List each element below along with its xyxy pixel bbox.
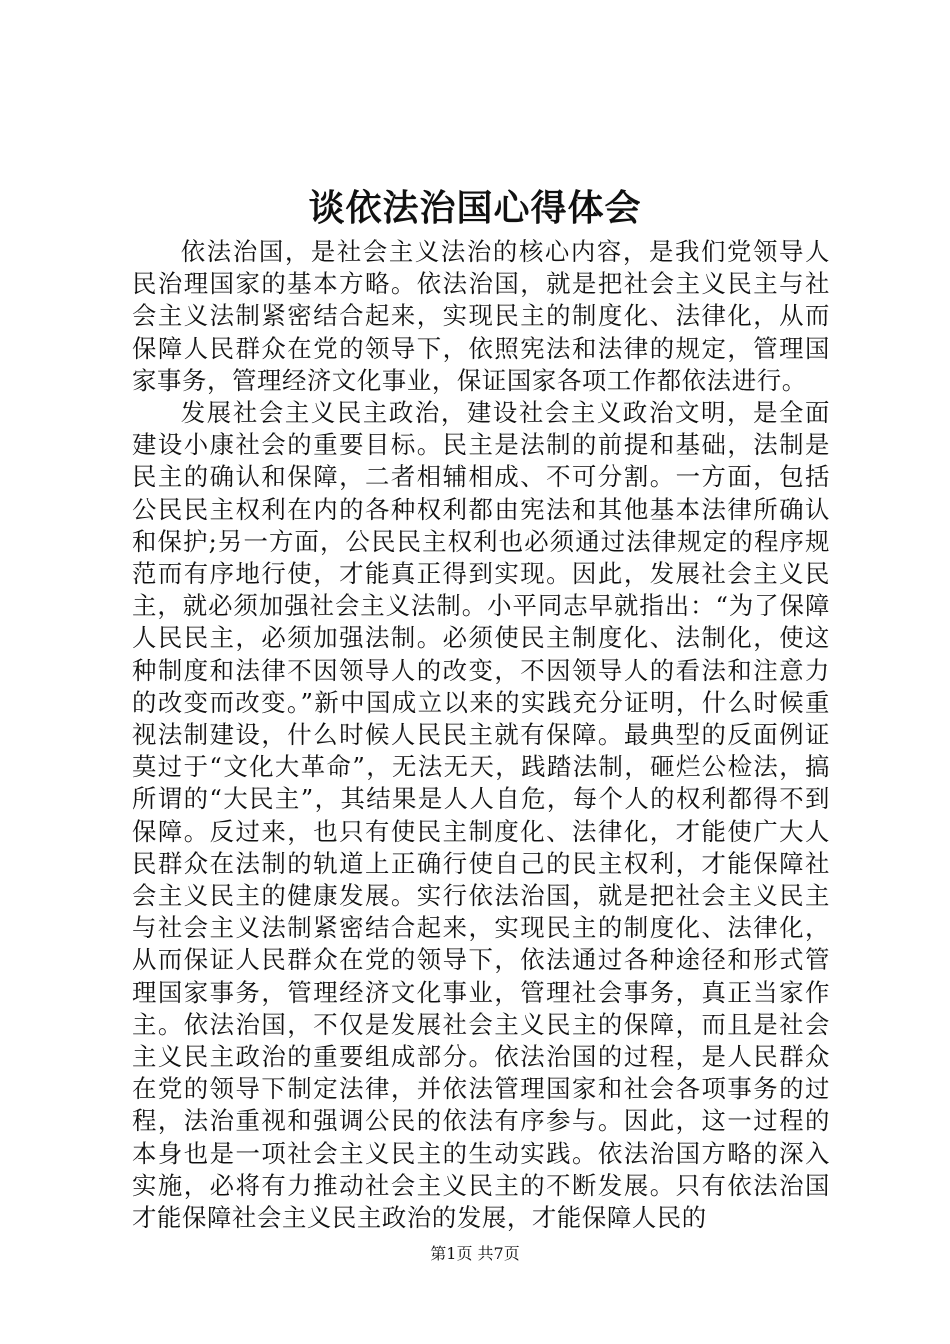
document-title: 谈依法治国心得体会 [308,187,642,229]
document-body [132,236,830,1234]
paragraph-2: 发展社会主义民主政治，建设社会主义政治文明，是全面建设小康社会的重要目标。民主是法制的前提和基础，法制是民主的确认和保障，二者相辅相成、不可分割。一方面，包括公民民主权利在内的各种权利都由宪法和其他基本法律所确认和保护;另一方面，公民民主权利也必须通过法律规定的程序规范而有序地行使，才能真正得到实现。因此，发展社会主义民主，就必须加强社会主义法制。小平同志早就指出：“为了保障人民民主，必须加强法制。必须使民主制度化、法制化，使这种制度和法律不因领导人的改变，不因领导人的看法和注意力的改变而改变。”新中国成立以来的实践充分证明，什么时候重视法制建设，什么时候人民民主就有保障。最典型的反面例证莫过于“文化大革命”，无法无天，践踏法制，砸烂公检法，搞所谓的“大民主”，其结果是人人自危，每个人的权利都得不到保障。反过来，也只有使民主制度化、法律化，才能使广大人民群众在法制的轨道上正确行使自己的民主权利，才能保障社会主义民主的健康发展。实行依法治国，就是把社会主义民主与社会主义法制紧密结合起来，实现民主的制度化、法律化，从而保证人民群众在党的领导下，依法通过各种途径和形式管理国家事务，管理经济文化事业，管理社会事务，真正当家作主。依法治国，不仅是发展社会主义民主的保障，而且是社会主义民主政治的重要组成部分。依法治国的过程，是人民群众在党的领导下制定法律，并依法管理国家和社会各项事务的过程，法治重视和强调公民的依法有序参与。因此，这一过程的本身也是一项社会主义民主的生动实践。依法治国方略的深入实施，必将有力推动社会主义民主的不断发展。只有依法治国才能保障社会主义民主政治的发展，才能保障人民的 [132,398,830,1233]
page-footer: 第1页 共7页 [430,1244,520,1263]
paragraph-1: 依法治国，是社会主义法治的核心内容，是我们党领导人民治理国家的基本方略。依法治国，就是把社会主义民主与社会主义法制紧密结合起来，实现民主的制度化、法律化，从而保障人民群众在党的领导下，依照宪法和法律的规定，管理国家事务，管理经济文化事业，保证国家各项工作都依法进行。 [132,237,830,395]
